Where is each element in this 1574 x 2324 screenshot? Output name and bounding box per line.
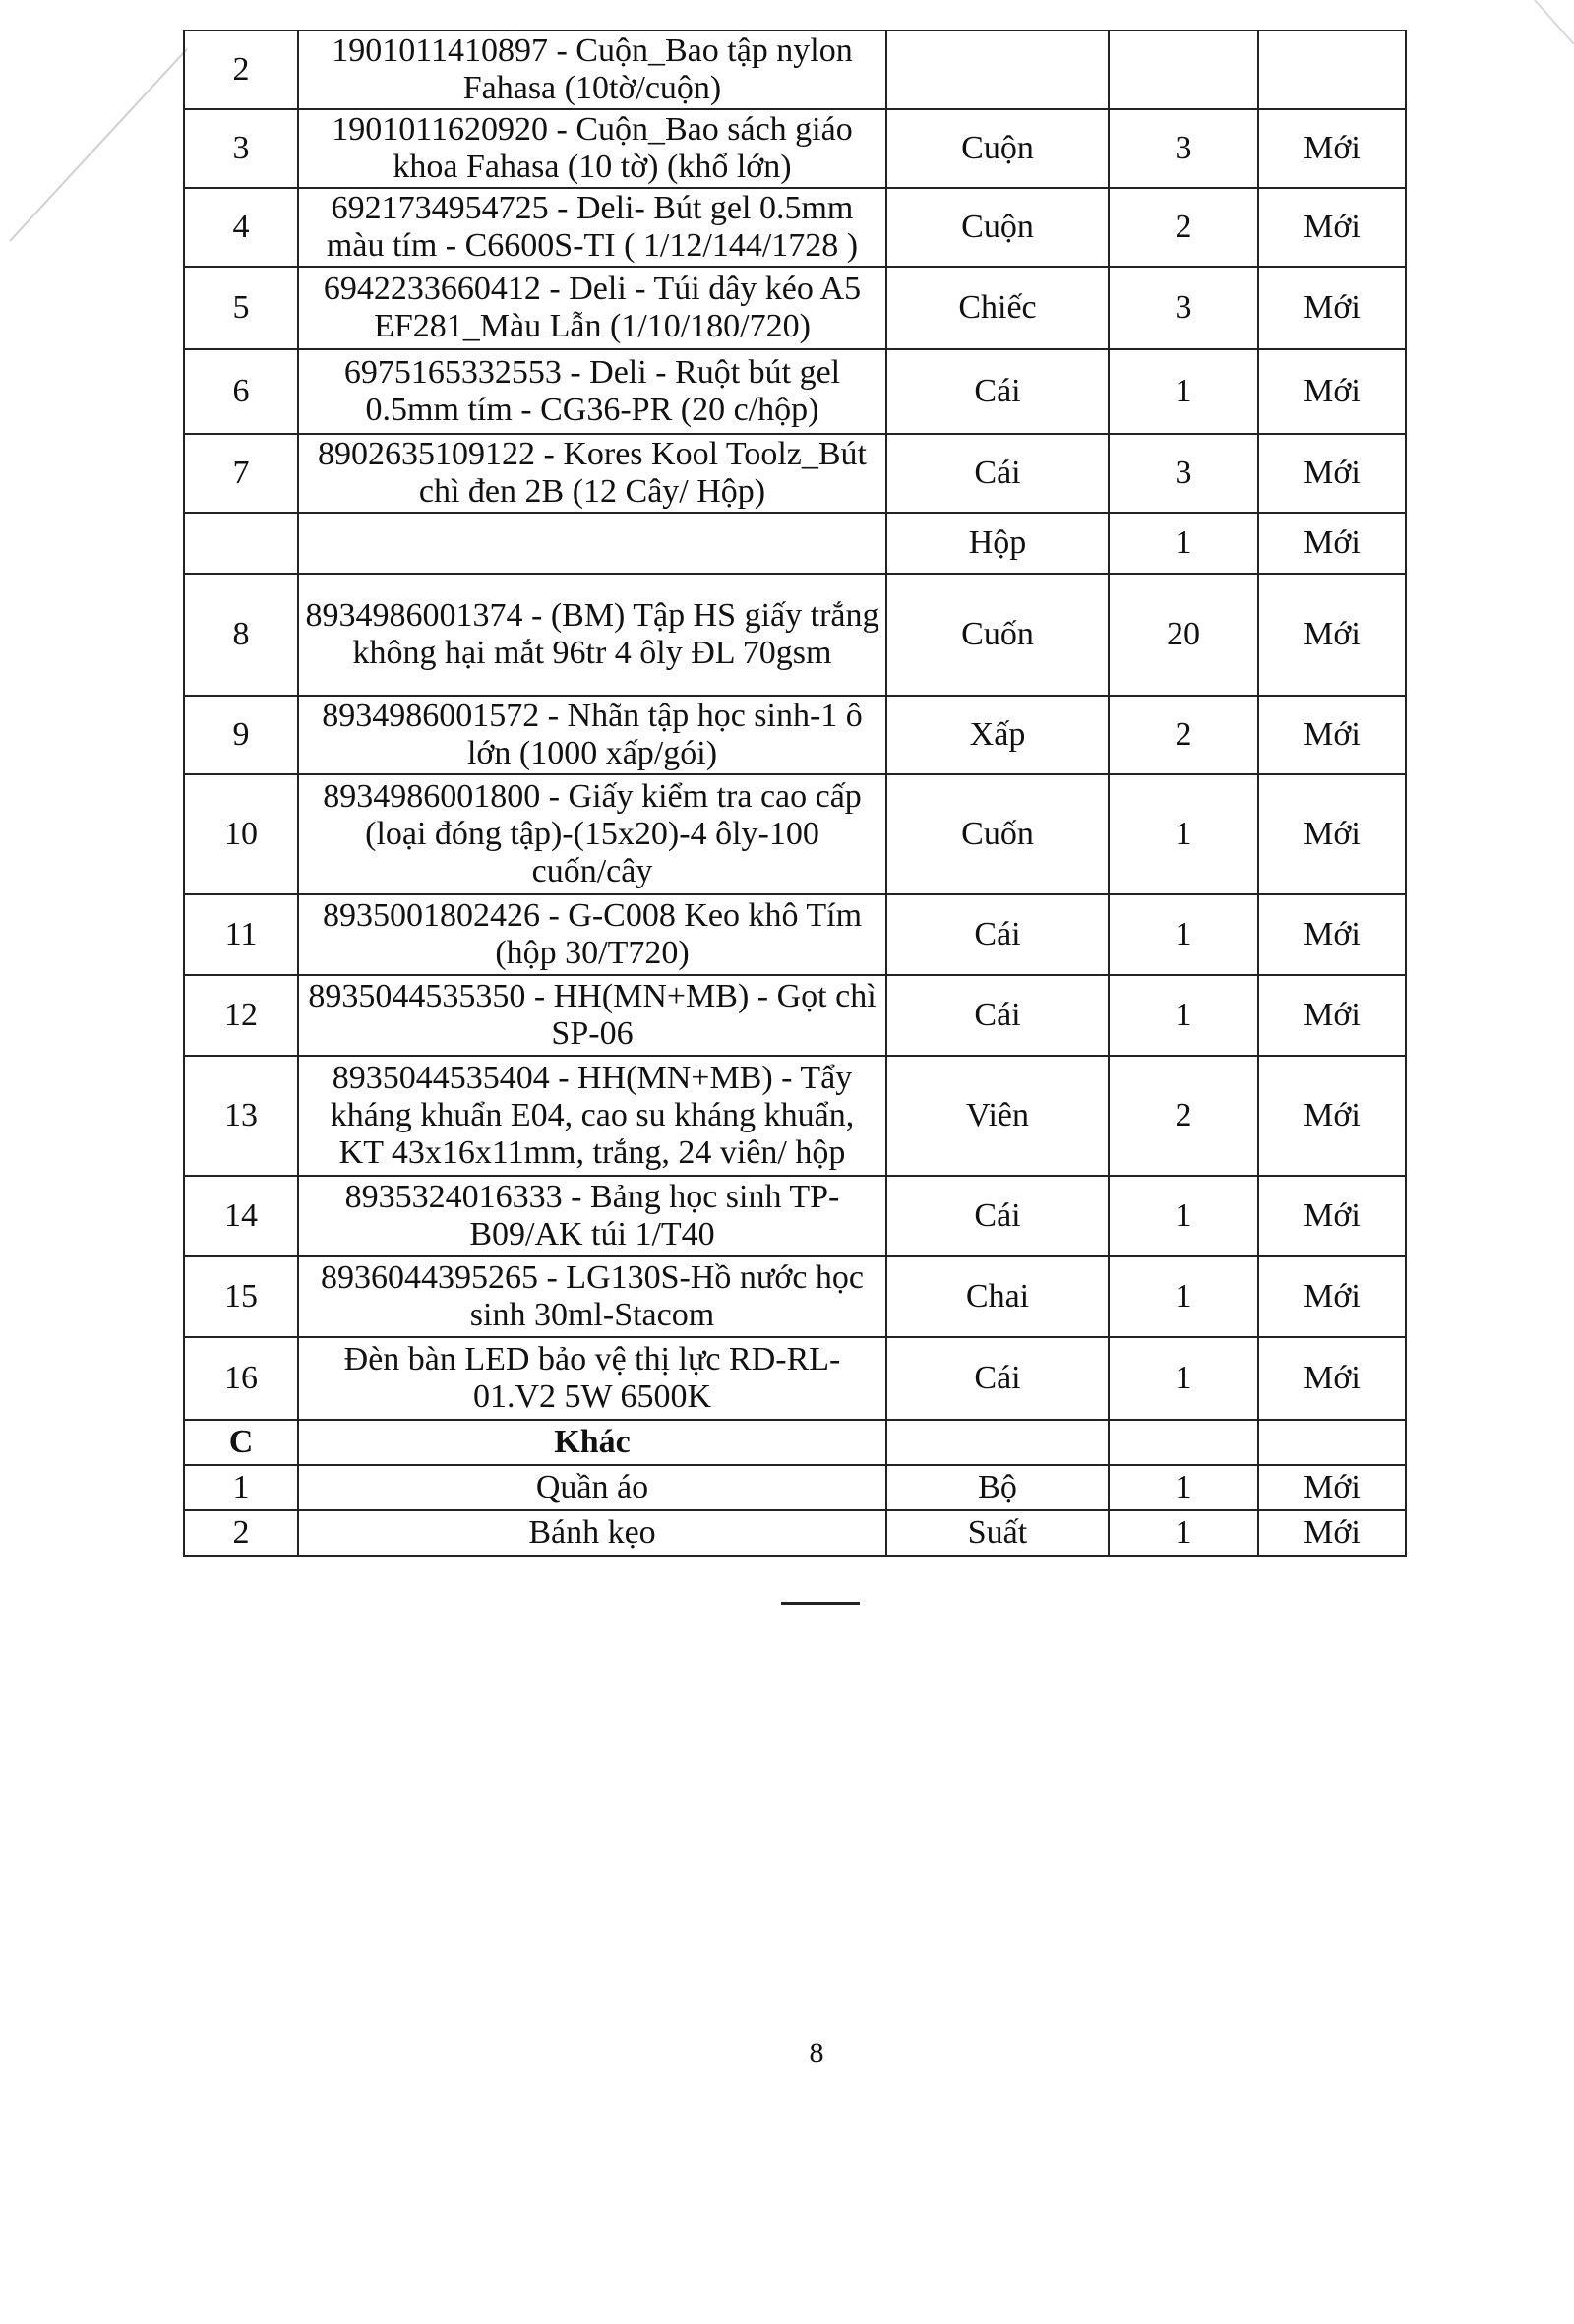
row-description: 8934986001800 - Giấy kiểm tra cao cấp (loại đóng tập)-(15x20)-4 ôly-100 cuốn/cây: [298, 774, 886, 894]
row-unit: Cái: [886, 894, 1109, 975]
table-row: [184, 109, 1406, 188]
row-unit: Cuốn: [886, 574, 1109, 696]
row-index: 2: [184, 1510, 298, 1556]
row-quantity: 1: [1109, 1465, 1258, 1510]
row-quantity: 1: [1109, 975, 1258, 1056]
table-row: [184, 349, 1406, 434]
section-header-row: [184, 1420, 1406, 1465]
row-index: 11: [184, 894, 298, 975]
row-description: 6942233660412 - Deli - Túi dây kéo A5 EF281_Màu Lẫn (1/10/180/720): [298, 267, 886, 349]
row-unit: Suất: [886, 1510, 1109, 1556]
row-index: 2: [184, 31, 298, 109]
row-description: Quần áo: [298, 1465, 886, 1510]
table-row: [184, 31, 1406, 109]
row-quantity: 3: [1109, 267, 1258, 349]
table-row: [184, 267, 1406, 349]
row-index: 15: [184, 1256, 298, 1337]
row-unit: Chai: [886, 1256, 1109, 1337]
row-quantity: 1: [1109, 349, 1258, 434]
row-quantity: 1: [1109, 774, 1258, 894]
row-quantity: [1109, 31, 1258, 109]
row-description: 6975165332553 - Deli - Ruột bút gel 0.5mm tím - CG36-PR (20 c/hộp): [298, 349, 886, 434]
table-row: [184, 975, 1406, 1056]
table-row: [184, 434, 1406, 513]
row-unit: Xấp: [886, 696, 1109, 774]
row-unit: Bộ: [886, 1465, 1109, 1510]
row-index: 4: [184, 188, 298, 267]
row-description: 8902635109122 - Kores Kool Toolz_Bút chì đen 2B (12 Cây/ Hộp): [298, 434, 886, 513]
row-quantity: 1: [1109, 1510, 1258, 1556]
table-row: [184, 1465, 1406, 1510]
row-description: 1901011620920 - Cuộn_Bao sách giáo khoa Fahasa (10 tờ) (khổ lớn): [298, 109, 886, 188]
table-row: [184, 1056, 1406, 1176]
row-condition: Mới: [1258, 696, 1406, 774]
row-condition: Mới: [1258, 1056, 1406, 1176]
row-unit: Viên: [886, 1056, 1109, 1176]
row-index: 6: [184, 349, 298, 434]
row-condition: Mới: [1258, 1510, 1406, 1556]
page-number: 8: [809, 2037, 824, 2069]
table-row: [184, 774, 1406, 894]
section-index: C: [184, 1420, 298, 1465]
row-unit: Cuộn: [886, 188, 1109, 267]
row-condition: Mới: [1258, 513, 1406, 574]
section-blank-state: [1258, 1420, 1406, 1465]
row-condition: Mới: [1258, 574, 1406, 696]
row-condition: Mới: [1258, 894, 1406, 975]
row-condition: Mới: [1258, 109, 1406, 188]
row-condition: Mới: [1258, 434, 1406, 513]
table-row: [184, 1256, 1406, 1337]
table-row: [184, 1176, 1406, 1256]
row-quantity: 3: [1109, 434, 1258, 513]
items-table-body: [184, 31, 1406, 1556]
row-condition: Mới: [1258, 1176, 1406, 1256]
table-row: [184, 1510, 1406, 1556]
row-quantity: 1: [1109, 894, 1258, 975]
row-description: 8934986001374 - (BM) Tập HS giấy trắng không hại mắt 96tr 4 ôly ĐL 70gsm: [298, 574, 886, 696]
table-row: [184, 894, 1406, 975]
row-condition: Mới: [1258, 1337, 1406, 1420]
row-unit: Cái: [886, 434, 1109, 513]
row-unit: Cuốn: [886, 774, 1109, 894]
section-title: Khác: [298, 1420, 886, 1465]
row-quantity: 1: [1109, 1176, 1258, 1256]
row-description: 8935324016333 - Bảng học sinh TP-B09/AK túi 1/T40: [298, 1176, 886, 1256]
row-quantity: 2: [1109, 188, 1258, 267]
row-condition: Mới: [1258, 1256, 1406, 1337]
row-condition: Mới: [1258, 1465, 1406, 1510]
table-row: [184, 513, 1406, 574]
row-index: 10: [184, 774, 298, 894]
items-table: [183, 30, 1407, 1557]
end-of-table-mark: [781, 1602, 860, 1605]
row-unit: Cái: [886, 975, 1109, 1056]
row-description: 8936044395265 - LG130S-Hồ nước học sinh 30ml-Stacom: [298, 1256, 886, 1337]
row-index: 16: [184, 1337, 298, 1420]
row-description: 8934986001572 - Nhãn tập học sinh-1 ô lớn (1000 xấp/gói): [298, 696, 886, 774]
row-index: 3: [184, 109, 298, 188]
row-condition: Mới: [1258, 188, 1406, 267]
row-quantity: 1: [1109, 1256, 1258, 1337]
row-quantity: 2: [1109, 1056, 1258, 1176]
row-index: 5: [184, 267, 298, 349]
row-description: Bánh kẹo: [298, 1510, 886, 1556]
row-index: 12: [184, 975, 298, 1056]
row-unit: Hộp: [886, 513, 1109, 574]
row-description: 6921734954725 - Deli- Bút gel 0.5mm màu tím - C6600S-TI ( 1/12/144/1728 ): [298, 188, 886, 267]
row-quantity: 20: [1109, 574, 1258, 696]
row-description: 8935044535350 - HH(MN+MB) - Gọt chì SP-06: [298, 975, 886, 1056]
row-unit: Cái: [886, 349, 1109, 434]
row-unit: Chiếc: [886, 267, 1109, 349]
row-unit: Cuộn: [886, 109, 1109, 188]
table-row: [184, 696, 1406, 774]
row-index: [184, 513, 298, 574]
row-description: 8935044535404 - HH(MN+MB) - Tẩy kháng khuẩn E04, cao su kháng khuẩn, KT 43x16x11mm, trắng, 24 viên/ hộp: [298, 1056, 886, 1176]
table-row: [184, 188, 1406, 267]
section-blank-unit: [886, 1420, 1109, 1465]
row-quantity: 1: [1109, 513, 1258, 574]
row-quantity: 3: [1109, 109, 1258, 188]
row-unit: Cái: [886, 1176, 1109, 1256]
table-row: [184, 1337, 1406, 1420]
row-index: 1: [184, 1465, 298, 1510]
row-condition: [1258, 31, 1406, 109]
row-description: 8935001802426 - G-C008 Keo khô Tím (hộp 30/T720): [298, 894, 886, 975]
row-condition: Mới: [1258, 774, 1406, 894]
section-blank-qty: [1109, 1420, 1258, 1465]
row-unit: Cái: [886, 1337, 1109, 1420]
row-index: 14: [184, 1176, 298, 1256]
row-description: 1901011410897 - Cuộn_Bao tập nylon Fahasa (10tờ/cuộn): [298, 31, 886, 109]
row-condition: Mới: [1258, 975, 1406, 1056]
row-unit: [886, 31, 1109, 109]
row-description: Đèn bàn LED bảo vệ thị lực RD-RL-01.V2 5W 6500K: [298, 1337, 886, 1420]
row-index: 13: [184, 1056, 298, 1176]
row-index: 9: [184, 696, 298, 774]
row-index: 8: [184, 574, 298, 696]
row-quantity: 1: [1109, 1337, 1258, 1420]
row-condition: Mới: [1258, 349, 1406, 434]
row-condition: Mới: [1258, 267, 1406, 349]
row-description: [298, 513, 886, 574]
row-index: 7: [184, 434, 298, 513]
table-row: [184, 574, 1406, 696]
row-quantity: 2: [1109, 696, 1258, 774]
